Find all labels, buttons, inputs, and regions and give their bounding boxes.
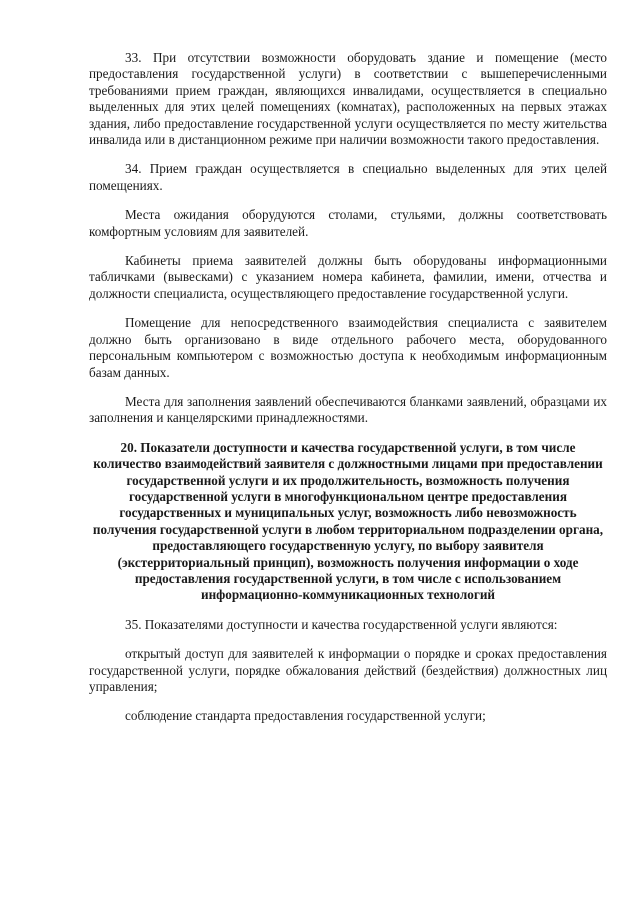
paragraph-34 — [89, 161, 607, 194]
paragraph-open-access-text: открытый доступ для заявителей к информации о порядке и сроках предоставления государственной услуги, порядке обжалования действий (бездействия) должностных лиц управления; — [89, 646, 607, 694]
paragraph-forms-text: Места для заполнения заявлений обеспечиваются бланками заявлений, образцами их заполнения и канцелярскими принадлежностями. — [89, 393, 607, 426]
paragraph-33-text: 33. При отсутствии возможности оборудовать здание и помещение (место предоставления государственной услуги) в соответствии с вышеперечисленными требованиями прием граждан, являющихся инвалидами, осуществляется в специально выделенных для этих целей помещениях (комнатах), расположенных на первых этажах здания, либо предоставление государственной услуги осуществляется по месту жительства инвалида или в дистанционном режиме при наличии возможности такого предоставления. — [89, 50, 607, 148]
paragraph-waiting-areas-text: Места ожидания оборудуются столами, стульями, должны соответствовать комфортным условиям для заявителей. — [89, 207, 607, 239]
paragraph-forms — [89, 394, 607, 427]
section-heading-20: 20. Показатели доступности и качества государственной услуги, в том числе количество взаимодействий заявителя с должностными лицами при предоставлении государственной услуги и их продолжительность, возможность получения государственной услуги в многофункциональном центре предоставления государственных и муниципальных услуг, возможность либо невозможность получения государственной услуги в любом территориальном подразделении органа, предоставляющего государственную услугу, по выбору заявителя (экстерриториальный принцип), возможность получения информации о ходе предоставления государственной услуги, в том числе с использованием информационно-коммуникационных технологий — [92, 439, 604, 603]
paragraph-35 — [89, 617, 607, 633]
paragraph-34-text: 34. Прием граждан осуществляется в специально выделенных для этих целей помещениях. — [89, 161, 607, 193]
paragraph-33 — [89, 50, 607, 148]
paragraph-standard — [89, 708, 607, 724]
document-page — [89, 50, 607, 738]
paragraph-waiting-areas — [89, 207, 607, 240]
paragraph-open-access — [89, 646, 607, 695]
paragraph-workplace — [89, 315, 607, 381]
paragraph-workplace-text: Помещение для непосредственного взаимодействия специалиста с заявителем должно быть организовано в виде отдельного рабочего места, оборудованного персональным компьютером с возможностью доступа к необходимым информационным базам данных. — [89, 315, 607, 380]
paragraph-reception-rooms — [89, 253, 607, 302]
paragraph-reception-rooms-text: Кабинеты приема заявителей должны быть оборудованы информационными табличками (вывесками) с указанием номера кабинета, фамилии, имени, отчества и должности специалиста, осуществляющего предоставление государственной услуги. — [89, 253, 607, 301]
paragraph-standard-text: соблюдение стандарта предоставления государственной услуги; — [125, 708, 486, 724]
paragraph-35-text: 35. Показателями доступности и качества государственной услуги являются: — [125, 616, 558, 632]
